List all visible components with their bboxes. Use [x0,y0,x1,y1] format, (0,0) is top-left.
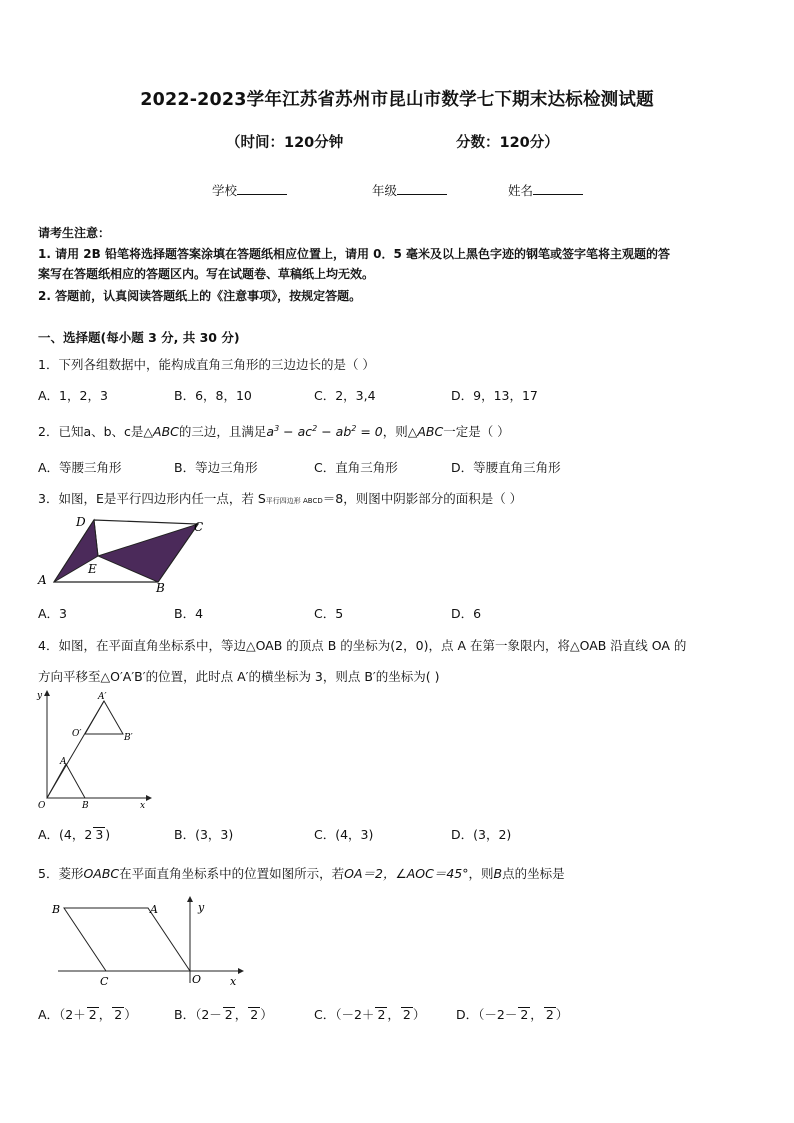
page-title: 2022-2023学年江苏省苏州市昆山市数学七下期末达标检测试题 [140,90,654,110]
q3-parallelogram-figure [30,510,230,596]
label-o: O [192,973,202,986]
q2-option-d: D．等腰直角三角形 [451,460,561,475]
q5-option-c: C．（－2＋ 2 ， 2 ） [314,1007,426,1022]
q5-option-a: A．（2＋ 2 ， 2 ） [38,1007,137,1022]
triangle-oab [47,764,85,798]
q1-option-c: C．2，3,4 [314,388,376,403]
q4-coordinate-figure [34,686,164,814]
q2-option-a: A．等腰三角形 [38,460,122,475]
rhombus-oabc [64,908,190,971]
triangle-o-prime-a-prime-b-prime [85,701,123,734]
q3-option-c: C．5 [314,606,344,621]
q2-option-b: B．等边三角形 [174,460,258,475]
exam-time: （时间：120分钟 [226,135,344,151]
q3-option-a: A．3 [38,606,68,621]
label-e: E [88,562,97,576]
q2-equation: $a^3 - ac^2 - ab^2 = 0$ [266,423,383,439]
q5-option-d: D．（－2－ 2 ， 2 ） [456,1007,569,1022]
label-c: C [194,520,204,534]
label-y: y [198,901,205,914]
q4-option-a: A．(4，2 3 ) [38,827,111,842]
q3-stem: 3．如图，E是平行四边形内任一点，若 S平行四边形 ABCD＝8，则图中阴影部分的面积是（ ） [38,491,523,506]
label-x: x [230,975,237,988]
q5-stem: 5．菱形OABC在平面直角坐标系中的位置如图所示，若OA＝2，∠AOC＝45°，则B点的坐标是 [38,866,565,881]
label-o-prime: O′ [72,729,82,739]
q4-stem-line-1: 4．如图，在平面直角坐标系中，等边△OAB 的顶点 B 的坐标为(2，0)，点 A 在第一象限内，将△OAB 沿直线 OA 的 [38,638,687,653]
name-field: 姓名 [508,181,583,199]
section-heading: 一、选择题(每小题 3 分, 共 30 分) [38,330,240,345]
q2-stem: 2．已知a、b、c是△ABC的三边，且满足$a^3 - ac^2 - ab^2 = 0$，则△ABC一定是（ ） [38,423,510,439]
grade-field: 年级 [372,181,447,199]
q3-option-b: B．4 [174,606,204,621]
shaded-triangle-ebc [98,524,198,582]
q1-option-b: B．6，8，10 [174,388,252,403]
school-field: 学校 [212,181,287,199]
label-a-prime: A′ [98,692,107,702]
label-y: y [37,691,43,701]
q1-option-d: D．9，13，17 [451,388,538,403]
label-o: O [38,801,46,811]
label-b: B [82,801,89,811]
notice-line-2: 2. 答题前，认真阅读答题纸上的《注意事项》，按规定答题。 [38,289,362,303]
notice-heading: 请考生注意： [38,226,111,240]
label-b-prime: B′ [124,733,133,743]
q5-option-b: B．（2－ 2 ， 2 ） [174,1007,273,1022]
notice-line-1a: 1. 请用 2B 铅笔将选择题答案涂填在答题纸相应位置上，请用 0．5 毫米及以上黑色字迹的钢笔或签字笔将主观题的答 [38,247,670,261]
q2-option-c: C．直角三角形 [314,460,398,475]
q4-option-b: B．(3，3) [174,827,234,842]
notice-line-1b: 案写在答题纸相应的答题区内。写在试题卷、草稿纸上均无效。 [38,267,375,281]
q5-rhombus-figure [44,893,254,991]
q1-option-a: A．1，2，3 [38,388,108,403]
label-b: B [52,903,61,916]
q3-option-d: D．6 [451,606,482,621]
exam-score: 分数：120分） [456,135,559,151]
label-d: D [76,515,86,529]
q4-option-d: D．(3，2) [451,827,512,842]
label-x: x [140,801,146,811]
label-a: A [38,573,47,587]
label-c: C [100,975,109,988]
label-a: A [60,757,67,767]
label-b: B [156,581,165,595]
q4-stem-line-2: 方向平移至△O′A′B′的位置，此时点 A′的横坐标为 3，则点 B′的坐标为( ) [38,669,440,684]
q1-stem: 1．下列各组数据中，能构成直角三角形的三边边长的是（ ） [38,357,375,372]
label-a: A [150,903,158,916]
q4-option-c: C．(4，3) [314,827,374,842]
